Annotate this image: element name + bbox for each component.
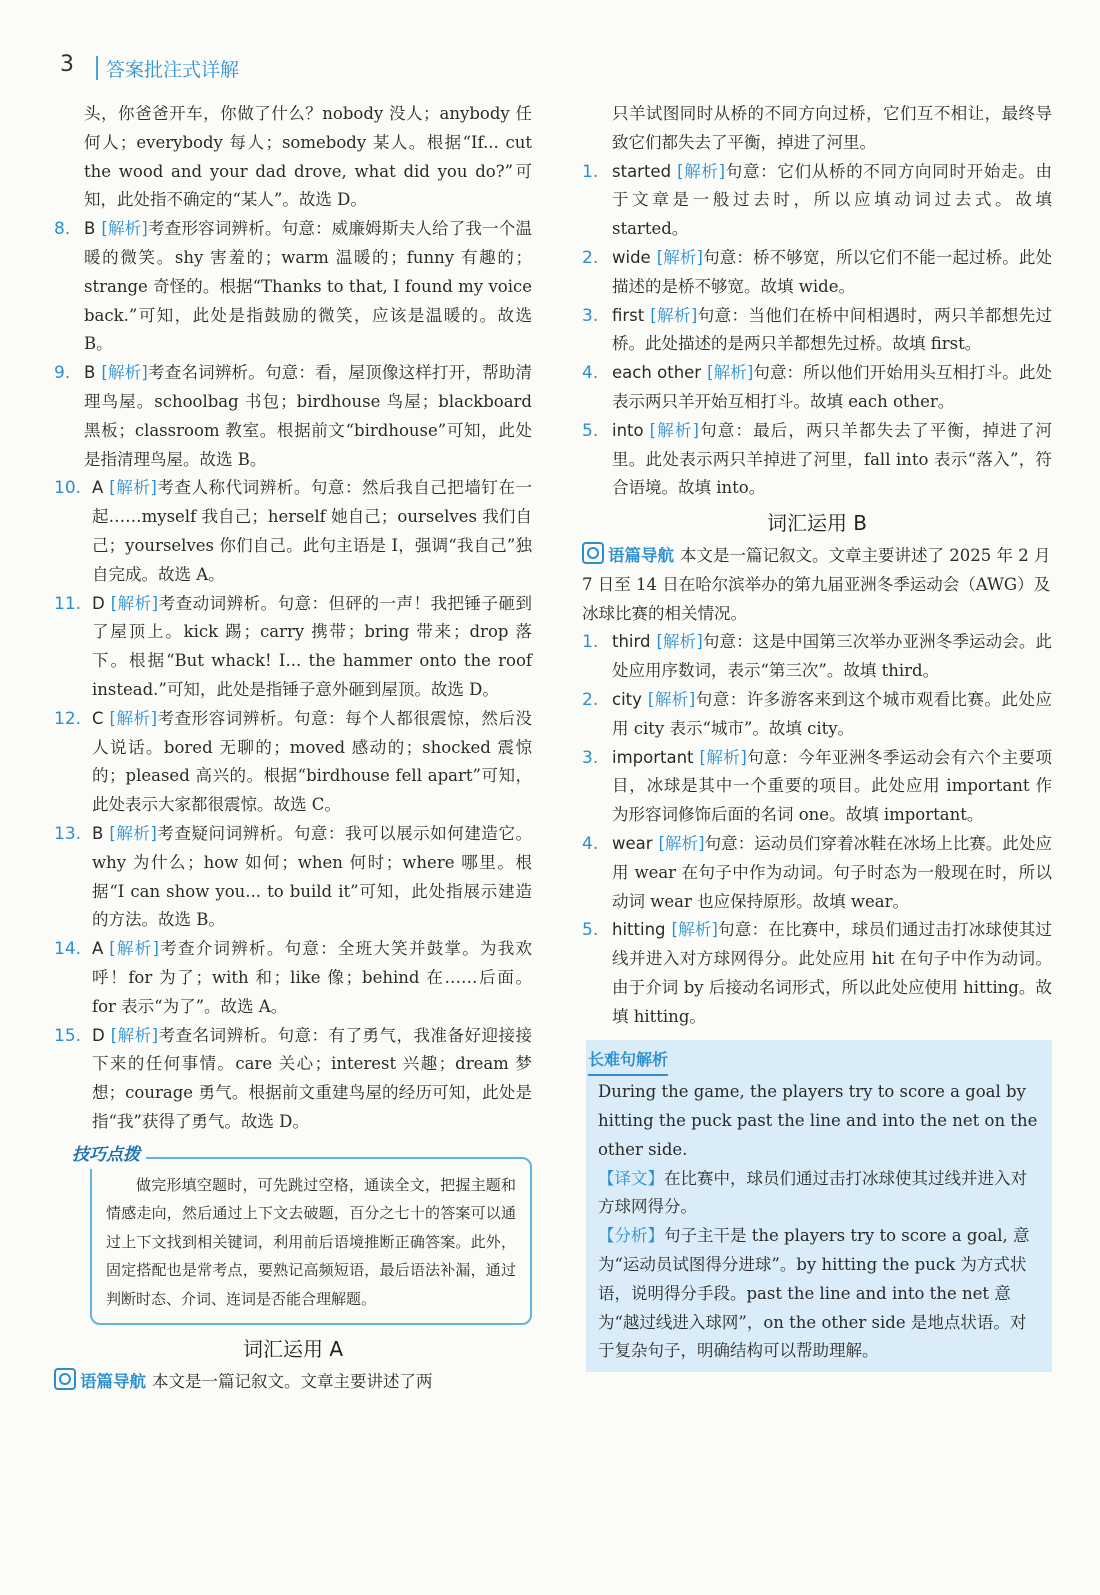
left-column [54, 100, 532, 1397]
item-explanation: 句意：这是中国第三次举办亚洲冬季运动会。此处应用序数词，表示“第三次”。故填 third。 [612, 632, 1053, 681]
item-explanation: 句意：在比赛中，球员们通过击打冰球使其过线并进入对方球网得分。此处应用 hit 在句子中作为动词。由于介词 by 后接动名词形式，所以此处应使用 hitting。故填 hitting。 [612, 920, 1053, 1026]
long-sentence-text: During the game, the players try to score a goal by hitting the puck past the line and into the net on the other side. [598, 1082, 1038, 1159]
item-number: 4. [582, 363, 599, 384]
vocab-b-item-2 [582, 686, 1052, 744]
translation-tag: 【译文】 [598, 1168, 664, 1188]
analysis-tag: [解析] [649, 420, 699, 440]
passage-nav-label: 语篇导航 [80, 1371, 146, 1391]
item-number: 3. [582, 747, 599, 768]
answer-item-14 [54, 935, 532, 1021]
right-column [582, 100, 1052, 1372]
analysis-tag: [解析] [110, 1025, 159, 1045]
item-answer: B [84, 219, 96, 239]
item-answer: started [612, 161, 672, 181]
vocab-b-item-5 [582, 916, 1052, 1031]
item-number: 14. [54, 939, 82, 960]
item-explanation: 句意：最后，两只羊都失去了平衡，掉进了河里。此处表示两只羊掉进了河里，fall into 表示“落入”，符合语境。故填 into。 [612, 420, 1053, 498]
analysis-tag: [解析] [109, 478, 157, 498]
analysis-label: 【分析】 [598, 1226, 664, 1246]
item-explanation: 句意：当他们在桥中间相遇时，两只羊都想先过桥。此处描述的是两只羊都想先过桥。故填 first。 [612, 305, 1052, 354]
item-number: 3. [582, 305, 599, 326]
item-number: 1. [582, 632, 599, 653]
vocab-a-item-5 [582, 417, 1052, 503]
item-explanation: 考查人称代词辨析。句意：然后我自己把墙钉在一起……myself 我自己；herself 她自己；ourselves 我们自己；yourselves 你们自己。此句主语是 I，强调“我自己”独自完成。故选 A。 [92, 478, 533, 584]
answer-item-13 [54, 820, 532, 935]
item-explanation: 句意：桥不够宽，所以它们不能一起过桥。此处描述的是桥不够宽。故填 wide。 [612, 247, 1053, 296]
item-number: 9. [54, 363, 71, 384]
translation-text: 在比赛中，球员们通过击打冰球使其过线并进入对方球网得分。 [598, 1168, 1027, 1217]
item-number: 15. [54, 1025, 82, 1046]
passage-nav-a [54, 1368, 532, 1397]
item-number: 2. [582, 247, 599, 268]
header-divider [96, 56, 98, 80]
vocab-b-item-4 [582, 830, 1052, 916]
item-answer: city [612, 689, 642, 709]
item-number: 2. [582, 689, 599, 710]
long-sentence-label: 长难句解析 [588, 1046, 668, 1077]
vocab-b-item-1 [582, 628, 1052, 686]
analysis-tag: [解析] [109, 708, 158, 728]
analysis-tag: [解析] [109, 823, 157, 843]
item-explanation: 考查动词辨析。句意：但砰的一声！我把锤子砸到了屋顶上。kick 踢；carry 携带；bring 带来；drop 落下。根据“But whack! I... the hammer onto the roof instead.”可知，此处是指锤子意外砸到屋顶。故选 D。 [92, 593, 533, 699]
passage-nav-b [582, 542, 1052, 628]
item-explanation: 考查名词辨析。句意：有了勇气，我准备好迎接接下来的任何事情。care 关心；interest 兴趣；dream 梦想；courage 勇气。根据前文重建鸟屋的经历可知，此处是指“我”获得了勇气。故选 D。 [92, 1025, 533, 1131]
vocab-b-item-3 [582, 744, 1052, 830]
analysis-tag: [解析] [647, 689, 696, 709]
item-answer: A [92, 939, 104, 959]
item-answer: A [92, 478, 104, 498]
analysis-tag: [解析] [707, 363, 754, 383]
analysis-tag: [解析] [699, 747, 747, 767]
item-number: 5. [582, 420, 599, 441]
tip-box [72, 1144, 532, 1326]
item-answer: B [92, 823, 104, 843]
item-explanation: 句意：今年亚洲冬季运动会有六个主要项目，冰球是其中一个重要的项目。此处应用 important 作为形容词修饰后面的名词 one。故填 important。 [612, 747, 1053, 825]
header-title: 答案批注式详解 [106, 59, 240, 81]
vocab-a-item-3 [582, 302, 1052, 360]
passage-nav-text: 本文是一篇记叙文。文章主要讲述了 2025 年 2 月 7 日至 14 日在哈尔滨举办的第九届亚洲冬季运动会（AWG）及冰球比赛的相关情况。 [582, 545, 1051, 623]
item-number: 4. [582, 833, 599, 854]
item-answer: D [92, 1025, 105, 1045]
analysis-tag: [解析] [101, 219, 148, 239]
page-number: 3 [60, 52, 74, 77]
answer-item-9 [54, 359, 532, 474]
item-number: 5. [582, 920, 599, 941]
answer-item-15 [54, 1022, 532, 1137]
analysis-tag: [解析] [656, 632, 703, 652]
left-intro-text: 头，你爸爸开车，你做了什么？nobody 没人；anybody 任何人；everybody 每人；somebody 某人。根据“If... cut the wood and your dad drove, what did you do?”可知，此处指不确定的“某人”。故选 D。 [84, 104, 532, 210]
item-explanation: 考查名词辨析。句意：看，屋顶像这样打开，帮助清理鸟屋。schoolbag 书包；birdhouse 鸟屋；blackboard 黑板；classroom 教室。根据前文“birdhouse”可知，此处是指清理鸟屋。故选 B。 [84, 363, 533, 469]
analysis-tag: [解析] [656, 247, 703, 267]
analysis-tag: [解析] [671, 920, 718, 940]
right-intro-text: 只羊试图同时从桥的不同方向过桥，它们互不相让，最终导致它们都失去了平衡，掉进了河里。 [612, 104, 1052, 152]
item-explanation: 考查形容词辨析。句意：每个人都很震惊，然后没人说话。bored 无聊的；moved 感动的；shocked 震惊的；pleased 高兴的。根据“birdhouse fell apart”可知，此处表示大家都很震惊。故选 C。 [92, 708, 533, 815]
vocab-a-item-4 [582, 359, 1052, 417]
analysis-tag: [解析] [658, 833, 705, 853]
analysis-tag: [解析] [110, 593, 159, 613]
answer-item-11 [54, 590, 532, 705]
item-number: 11. [54, 593, 82, 614]
item-answer: wear [612, 833, 653, 853]
tip-label: 技巧点拨 [66, 1141, 146, 1170]
book-icon [54, 1368, 76, 1390]
answer-item-10 [54, 474, 532, 589]
item-number: 10. [54, 478, 82, 499]
book-icon [582, 542, 604, 564]
item-number: 8. [54, 219, 71, 240]
item-answer: wide [612, 247, 651, 267]
analysis-tag: [解析] [109, 939, 159, 959]
item-answer: B [84, 363, 96, 383]
item-explanation: 考查介词辨析。句意：全班大笑并鼓掌。为我欢呼！for 为了；with 和；like 像；behind 在……后面。for 表示“为了”。故选 A。 [92, 939, 533, 1016]
item-number: 13. [54, 823, 82, 844]
translation [598, 1165, 1042, 1223]
item-answer: C [92, 708, 104, 728]
analysis [598, 1222, 1042, 1366]
analysis-tag: [解析] [677, 161, 726, 181]
analysis-tag: [解析] [101, 363, 148, 383]
analysis-text: 句子主干是 the players try to score a goal, 意为“运动员试图得分进球”。by hitting the puck 为方式状语，说明得分手段。past the line and into the net 意为“越过线进入球网”，on the other side 是地点状语。对于复杂句子，明确结构可以帮助理解。 [598, 1226, 1030, 1361]
passage-nav-text: 本文是一篇记叙文。文章主要讲述了两 [152, 1371, 433, 1391]
tip-text: 做完形填空题时，可先跳过空格，通读全文，把握主题和情感走向，然后通过上下文去破题，百分之七十的答案可以通过上下文找到相关键词，利用前后语境推断正确答案。此外，固定搭配也是常考点，要熟记高频短语，最后语法补漏，通过判断时态、介词、连词是否能合理解题。 [106, 1175, 516, 1308]
item-answer: D [92, 593, 105, 613]
item-explanation: 句意：许多游客来到这个城市观看比赛。此处应用 city 表示“城市”。故填 city。 [612, 689, 1053, 738]
item-answer: each other [612, 363, 702, 383]
answer-item-12 [54, 705, 532, 820]
vocab-a-item-2 [582, 244, 1052, 302]
item-explanation: 句意：运动员们穿着冰鞋在冰场上比赛。此处应用 wear 在句子中作为动词。句子时态为一般现在时，所以动词 wear 也应保持原形。故填 wear。 [612, 833, 1053, 911]
vocab-a-item-1 [582, 158, 1052, 244]
item-answer: first [612, 305, 645, 325]
analysis-tag: [解析] [650, 305, 698, 325]
item-number: 12. [54, 708, 82, 729]
item-answer: into [612, 420, 644, 440]
item-answer: third [612, 632, 651, 652]
long-sentence-box [586, 1040, 1052, 1373]
item-explanation: 句意：它们从桥的不同方向同时开始走。由于文章是一般过去时，所以应填动词过去式。故填 started。 [612, 161, 1053, 239]
item-answer: important [612, 747, 694, 767]
section-title-a: 词汇运用 A [242, 1337, 344, 1362]
item-explanation: 考查形容词辨析。句意：威廉姆斯夫人给了我一个温暖的微笑。shy 害羞的；warm 温暖的；funny 有趣的；strange 奇怪的。根据“Thanks to that, I found my voice back.”可知，此处是指鼓励的微笑，应该是温暖的。故选 B。 [84, 219, 533, 354]
answer-item-8 [54, 215, 532, 359]
item-explanation: 句意：所以他们开始用头互相打斗。此处表示两只羊开始互相打斗。故填 each other。 [612, 363, 1053, 411]
item-number: 1. [582, 161, 599, 182]
passage-nav-label: 语篇导航 [608, 545, 674, 565]
section-title-b: 词汇运用 B [766, 511, 868, 536]
item-explanation: 考查疑问词辨析。句意：我可以展示如何建造它。why 为什么；how 如何；when 何时；where 哪里。根据“I can show you... to build it”可知，此处指展示建造的方法。故选 B。 [92, 823, 533, 930]
item-answer: hitting [612, 920, 666, 940]
